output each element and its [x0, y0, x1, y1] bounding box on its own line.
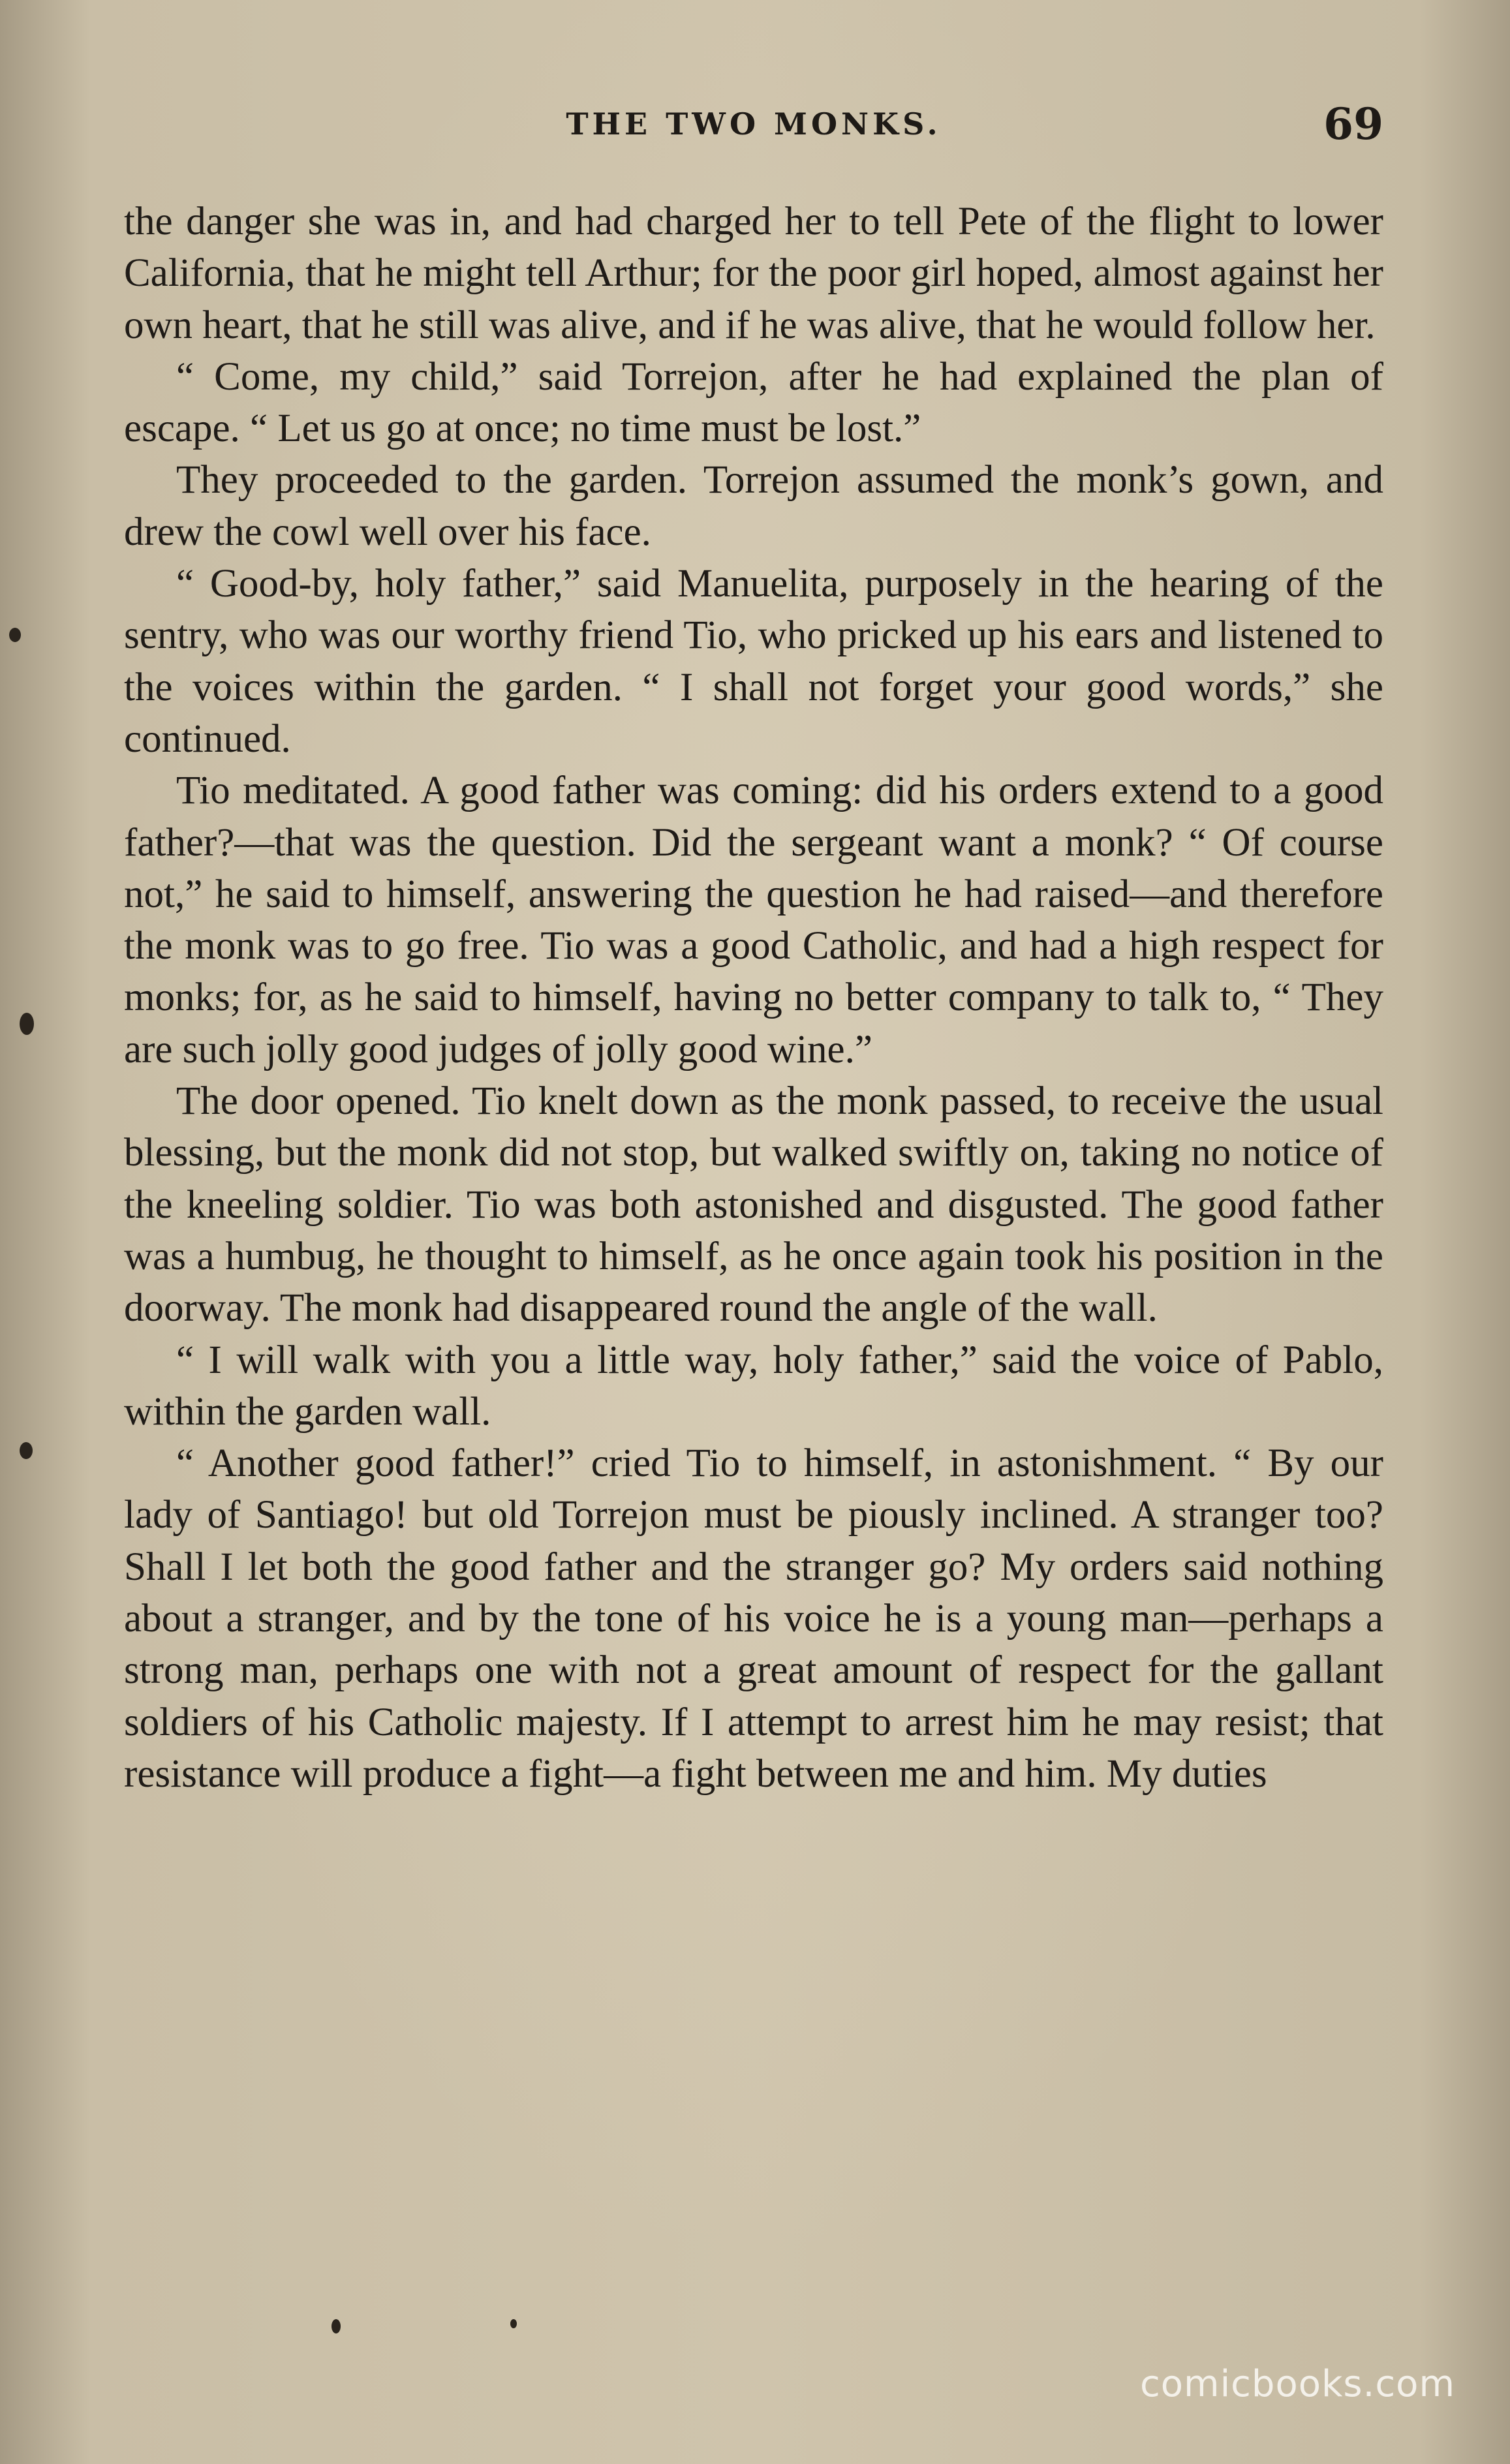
ink-speck: [20, 1442, 33, 1459]
page-number: 69: [1323, 99, 1383, 149]
paragraph: The door opened. Tio knelt down as the monk passed, to receive the usual blessing, but the monk did not stop, but walked swiftly on, taking no notice of the kneeling soldier. Tio was both astonished and disgusted. The good father was a humbug, he thought to himself, as he once again took his position in the doorway. The monk had disappeared round the angle of the wall.: [124, 1079, 1383, 1331]
ink-speck: [331, 2319, 341, 2333]
paragraph: the danger she was in, and had charged her to tell Pete of the flight to lower California, that he might tell Arthur; for the poor girl hoped, almost against her own heart, that he still was alive, and if he was alive, that he would follow her.: [124, 200, 1383, 347]
page-header: [124, 98, 1383, 150]
paragraph: They proceeded to the garden. Torrejon assumed the monk’s gown, and drew the cowl well over his face.: [124, 458, 1383, 554]
ink-speck: [20, 1013, 34, 1035]
paragraph: “ I will walk with you a little way, holy father,” said the voice of Pablo, within the garden wall.: [124, 1338, 1383, 1434]
ink-speck: [9, 628, 21, 642]
ink-speck: [510, 2319, 517, 2328]
paragraph: “ Come, my child,” said Torrejon, after he had explained the plan of escape. “ Let us go at once; no time must be lost.”: [124, 354, 1383, 451]
paragraph: “ Another good father!” cried Tio to himself, in astonishment. “ By our lady of Santiago! but old Torrejon must be piously inclined. A stranger too? Shall I let both the good father and the stranger go? My orders said nothing about a stranger, and by the tone of his voice he is a young man—perhaps a strong man, perhaps one with not a great amount of respect for the gallant soldiers of his Catholic majesty. If I attempt to arrest him he may resist; that resistance will produce a fight—a fight between me and him. My duties: [124, 1441, 1383, 1796]
paragraph: Tio meditated. A good father was coming: did his orders extend to a good father?—that was the question. Did the sergeant want a monk? “ Of course not,” he said to himself, answering the question he had raised—and therefore the monk was to go free. Tio was a good Catholic, and had a high respect for monks; for, as he said to himself, having no better company to talk to, “ They are such jolly good judges of jolly good wine.”: [124, 769, 1383, 1071]
body-text: [124, 196, 1383, 1800]
watermark: comicbooks.com: [1139, 2363, 1455, 2405]
paragraph: “ Good-by, holy father,” said Manuelita, purposely in the hearing of the sentry, who was our worthy friend Tio, who pricked up his ears and listened to the voices within the garden. “ I shall not forget your good words,” she continued.: [124, 562, 1383, 761]
running-title: THE TWO MONKS.: [566, 106, 942, 142]
